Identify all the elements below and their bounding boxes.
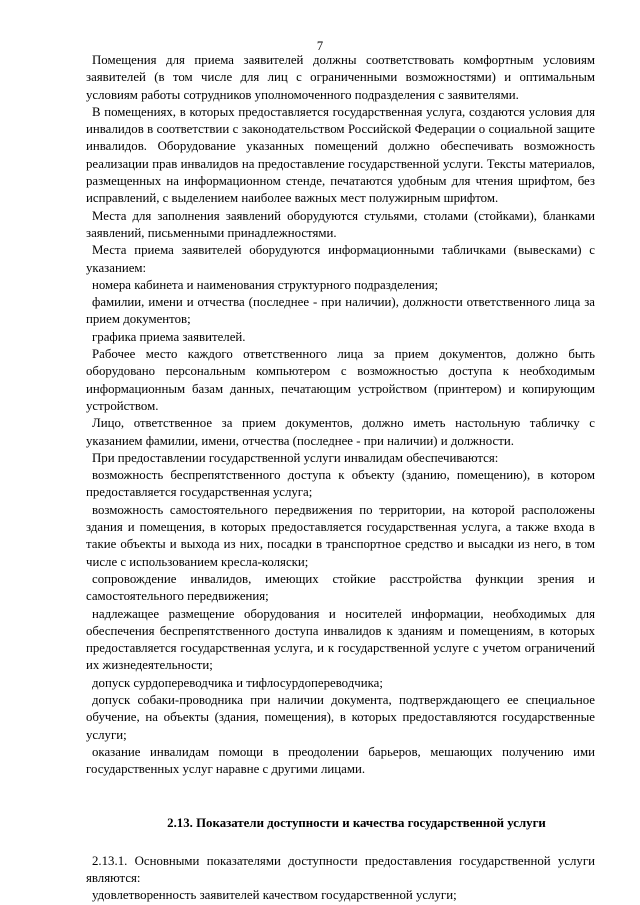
section-heading: 2.13. Показатели доступности и качества государственной услуги <box>167 816 546 831</box>
list-item-independent-movement: возможность самостоятельного передвижения по территории, на которой расположены здания и помещения, в которых предоставляется государственная услуга, а также входа в такие объекты и выхода из них, посадки в транспортное средство и высадки из него, в том числе с использованием кресла-коляски; <box>86 502 595 569</box>
paragraph-disabled-provisions-intro: При предоставлении государственной услуги инвалидам обеспечиваются: <box>92 450 499 465</box>
list-item-applicant-satisfaction: удовлетворенность заявителей качеством государственной услуги; <box>92 888 457 903</box>
list-item-unobstructed-access: возможность беспрепятственного доступа к объекту (зданию, помещению), в котором предоставляется государственная услуга; <box>86 468 595 500</box>
document-body <box>86 52 595 905</box>
list-item-escort: сопровождение инвалидов, имеющих стойкие расстройства функции зрения и самостоятельного передвижения; <box>86 571 595 604</box>
paragraph-information-signs: Места приема заявителей оборудуются информационными табличками (вывесками) с указанием: <box>86 243 595 275</box>
paragraph-premises-requirements: Помещения для приема заявителей должны соответствовать комфортным условиям заявителей (в том числе для лиц с ограниченными возможностями) и оптимальным условиям работы сотрудников уполномоченного подразделения с заявителями. <box>86 53 595 102</box>
paragraph-application-filling-places: Места для заполнения заявлений оборудуются стульями, столами (стойками), бланками заявлений, письменными принадлежностями. <box>86 208 595 240</box>
spacer <box>86 833 595 853</box>
list-item-sign-interpreter: допуск сурдопереводчика и тифлосурдопереводчика; <box>92 675 383 690</box>
list-item-reception-schedule: графика приема заявителей. <box>92 329 246 344</box>
list-item-equipment-placement: надлежащее размещение оборудования и носителей информации, необходимых для обеспечения беспрепятственного доступа инвалидов к зданиям и помещениям, в которых предоставляется государственная услуга, и к государственной услуге с учетом ограничений их жизнедеятельности; <box>86 606 595 673</box>
paragraph-conditions-for-disabled: В помещениях, в которых предоставляется государственная услуга, создаются условия для инвалидов в соответствии с законодательством Российской Федерации о социальной защите инвалидов. Оборудование указанных помещений должно обеспечивать возможность реализации прав инвалидов на предоставление государственной услуги. Тексты материалов, размещенных на информационном стенде, печатаются удобным для чтения шрифтом, без исправлений, с выделением наиболее важных мест полужирным шрифтом. <box>86 104 595 206</box>
paragraph-workplace-equipment: Рабочее место каждого ответственного лица за прием документов, должно быть оборудовано персональным компьютером с возможностью доступа к необходимым информационным базам данных, печатающим устройством (принтером) и копирующим устройством. <box>86 347 595 413</box>
list-item-office-number: номера кабинета и наименования структурного подразделения; <box>92 277 439 292</box>
page-number: 7 <box>316 39 324 53</box>
list-item-guide-dog: допуск собаки-проводника при наличии документа, подтверждающего ее специальное обучение, на объекты (здания, помещения), в которых предоставляются государственные услуги; <box>86 692 595 742</box>
list-item-responsible-person-name: фамилии, имени и отчества (последнее - при наличии), должности ответственного лица за прием документов; <box>86 295 595 327</box>
paragraph-accessibility-indicators: 2.13.1. Основными показателями доступности предоставления государственной услуги являются: <box>86 853 595 886</box>
paragraph-desk-nameplate: Лицо, ответственное за прием документов, должно иметь настольную табличку с указанием фамилии, имени, отчества (последнее - при наличии) и должности. <box>86 416 595 448</box>
list-item-barrier-assistance: оказание инвалидам помощи в преодолении барьеров, мешающих получению ими государственных услуг наравне с другими лицами. <box>86 744 595 777</box>
